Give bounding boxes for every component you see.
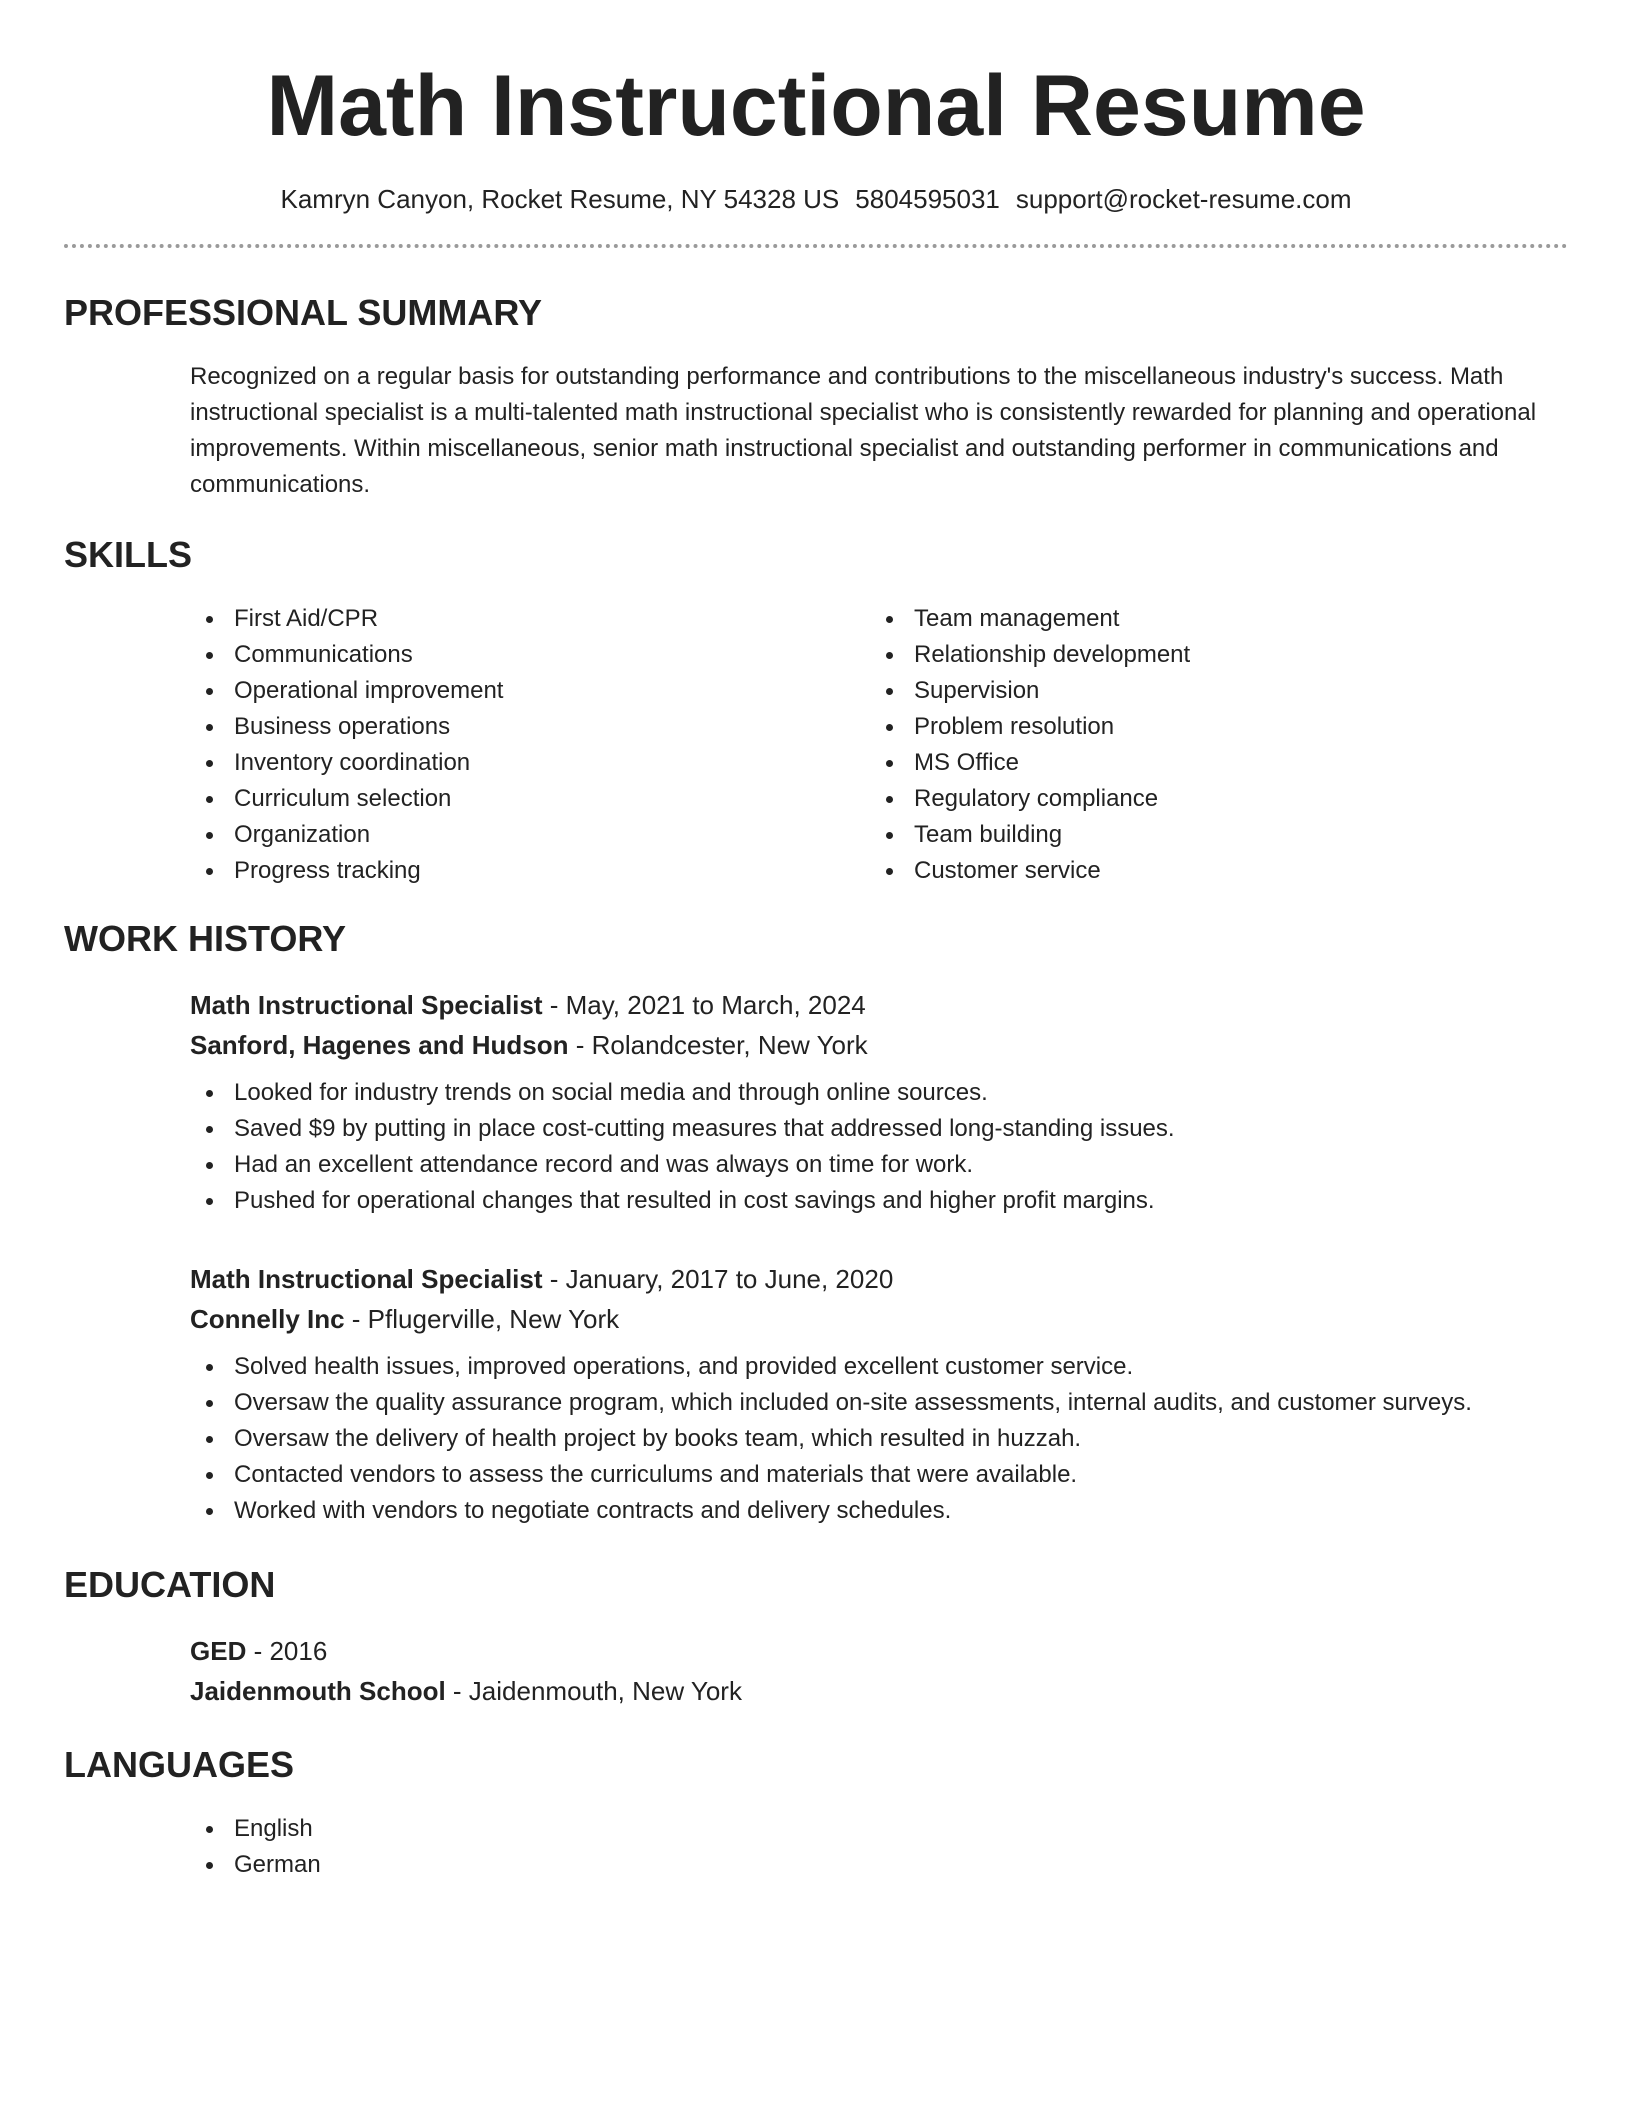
education-school: Jaidenmouth School xyxy=(190,1676,446,1706)
work-history-section xyxy=(64,917,1568,1529)
job-company-line xyxy=(190,1025,1568,1065)
skills-column-left xyxy=(190,601,870,889)
skill-item: Regulatory compliance xyxy=(870,781,1550,817)
languages-section xyxy=(64,1743,1568,1883)
skill-item: Supervision xyxy=(870,673,1550,709)
education-heading: EDUCATION xyxy=(64,1564,276,1605)
skill-item: Business operations xyxy=(190,709,870,745)
summary-section xyxy=(64,291,1568,503)
skill-item: First Aid/CPR xyxy=(190,601,870,637)
job-company: Sanford, Hagenes and Hudson xyxy=(190,1030,569,1060)
job-dates: - January, 2017 to June, 2020 xyxy=(542,1264,894,1294)
job-bullet: Oversaw the delivery of health project by books team, which resulted in huzzah. xyxy=(190,1421,1568,1457)
summary-text: Recognized on a regular basis for outstanding performance and contributions to the miscellaneous industry's success. Math instructional specialist is a multi-talented math instructional specialist who is consistently rewarded for planning and operational improvements. Within miscellaneous, senior math instructional specialist and outstanding performer in communications and communications. xyxy=(190,363,1537,498)
skill-item: Progress tracking xyxy=(190,853,870,889)
education-school-line xyxy=(190,1671,1568,1711)
job-location: - Pflugerville, New York xyxy=(344,1304,620,1334)
job-company-line xyxy=(190,1299,1568,1339)
header-divider xyxy=(64,244,1568,248)
job-location: - Rolandcester, New York xyxy=(568,1030,868,1060)
skill-item: Inventory coordination xyxy=(190,745,870,781)
skills-column-right xyxy=(870,601,1550,889)
job-bullet: Contacted vendors to assess the curriculums and materials that were available. xyxy=(190,1457,1568,1493)
skill-item: Team building xyxy=(870,817,1550,853)
language-item: English xyxy=(190,1811,1568,1847)
skills-grid xyxy=(190,601,1568,889)
education-section xyxy=(64,1563,1568,1711)
contact-email: support@rocket-resume.com xyxy=(1015,184,1352,214)
contact-line xyxy=(64,182,1568,216)
skill-item: MS Office xyxy=(870,745,1550,781)
job-bullet: Saved $9 by putting in place cost-cutting measures that addressed long-standing issues. xyxy=(190,1111,1568,1147)
education-year: - 2016 xyxy=(246,1636,328,1666)
job-company: Connelly Inc xyxy=(190,1304,345,1334)
skill-item: Customer service xyxy=(870,853,1550,889)
job-bullets xyxy=(190,1349,1568,1529)
skill-item: Organization xyxy=(190,817,870,853)
contact-phone: 5804595031 xyxy=(855,184,1000,214)
skill-item: Curriculum selection xyxy=(190,781,870,817)
job-entry xyxy=(190,985,1568,1219)
skill-item: Problem resolution xyxy=(870,709,1550,745)
work-history-heading: WORK HISTORY xyxy=(64,918,347,959)
job-bullet: Solved health issues, improved operations, and provided excellent customer service. xyxy=(190,1349,1568,1385)
job-title: Math Instructional Specialist xyxy=(190,1264,543,1294)
contact-address: Kamryn Canyon, Rocket Resume, NY 54328 US xyxy=(280,184,840,214)
job-title: Math Instructional Specialist xyxy=(190,990,543,1020)
education-degree-line xyxy=(190,1631,1568,1671)
skills-section xyxy=(64,533,1568,889)
job-bullet: Pushed for operational changes that resulted in cost savings and higher profit margins. xyxy=(190,1183,1568,1219)
skill-item: Operational improvement xyxy=(190,673,870,709)
work-history-body xyxy=(190,985,1568,1529)
languages-body xyxy=(190,1811,1568,1883)
job-dates: - May, 2021 to March, 2024 xyxy=(542,990,866,1020)
languages-list xyxy=(190,1811,1568,1883)
education-degree: GED xyxy=(190,1636,247,1666)
job-bullet: Oversaw the quality assurance program, which included on-site assessments, internal audits, and customer surveys. xyxy=(190,1385,1568,1421)
skill-item: Communications xyxy=(190,637,870,673)
skills-heading: SKILLS xyxy=(64,534,193,575)
skill-item: Team management xyxy=(870,601,1550,637)
resume-title: Math Instructional Resume xyxy=(266,58,1366,154)
job-bullet: Had an excellent attendance record and was always on time for work. xyxy=(190,1147,1568,1183)
job-bullet: Worked with vendors to negotiate contracts and delivery schedules. xyxy=(190,1493,1568,1529)
job-title-line xyxy=(190,1259,1568,1299)
languages-heading: LANGUAGES xyxy=(64,1744,295,1785)
skill-item: Relationship development xyxy=(870,637,1550,673)
education-body xyxy=(190,1631,1568,1711)
job-title-line xyxy=(190,985,1568,1025)
education-location: - Jaidenmouth, New York xyxy=(445,1676,742,1706)
job-bullet: Looked for industry trends on social media and through online sources. xyxy=(190,1075,1568,1111)
summary-heading: PROFESSIONAL SUMMARY xyxy=(64,292,543,333)
job-bullets xyxy=(190,1075,1568,1219)
language-item: German xyxy=(190,1847,1568,1883)
summary-body xyxy=(190,359,1568,503)
job-entry xyxy=(190,1259,1568,1529)
